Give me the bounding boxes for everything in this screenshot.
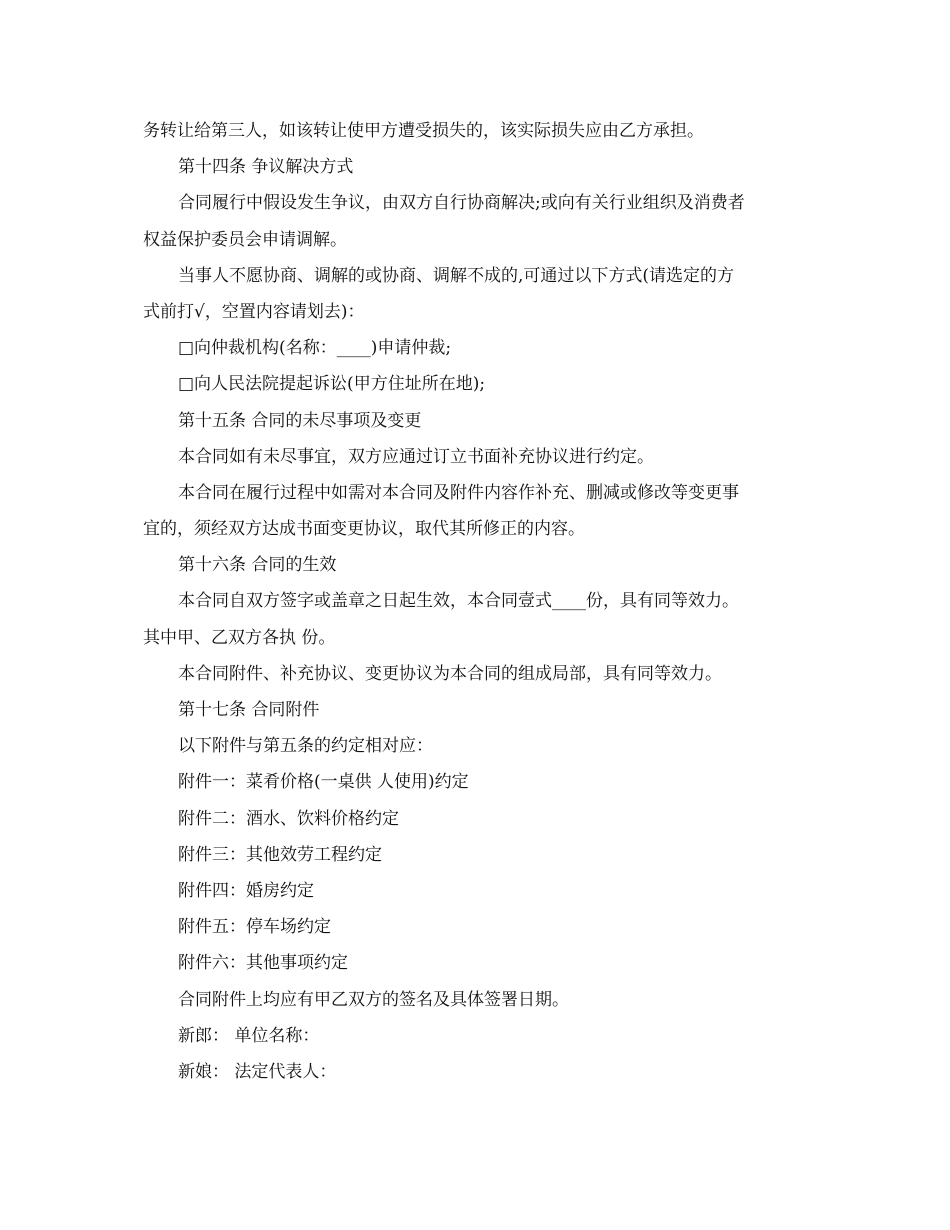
document-line: 宜的，须经双方达成书面变更协议，取代其所修正的内容。 — [143, 519, 585, 540]
document-line: 附件六：其他事项约定 — [178, 953, 348, 974]
document-line: 附件四：婚房约定 — [178, 880, 314, 901]
document-line: 附件五：停车场约定 — [178, 917, 331, 938]
document-line: 以下附件与第五条的约定相对应： — [178, 736, 433, 757]
document-line: 本合同自双方签字或盖章之日起生效，本合同壹式____份，具有同等效力。 — [178, 591, 739, 612]
document-line: 新娘： 法定代表人： — [178, 1061, 337, 1082]
document-line: 本合同在履行过程中如需对本合同及附件内容作补充、删减或修改等变更事 — [178, 482, 739, 503]
document-line: 合同履行中假设发生争议，由双方自行协商解决;或向有关行业组织及消费者 — [178, 193, 745, 214]
document-line: 第十四条 争议解决方式 — [178, 157, 354, 178]
document-line: 附件三：其他效劳工程约定 — [178, 844, 382, 865]
document-line: 第十六条 合同的生效 — [178, 555, 337, 576]
document-line: 第十七条 合同附件 — [178, 700, 320, 720]
document-line: 合同附件上均应有甲乙双方的签名及具体签署日期。 — [178, 989, 569, 1010]
document-line: □向人民法院提起诉讼(甲方住址所在地); — [178, 374, 486, 395]
document-line: 附件二：酒水、饮料价格约定 — [178, 808, 399, 829]
document-line: 当事人不愿协商、调解的或协商、调解不成的,可通过以下方式(请选定的方 — [178, 265, 735, 286]
document-line: 式前打√，空置内容请划去)： — [143, 301, 365, 322]
document-body — [143, 113, 813, 1090]
document-line: 权益保护委员会申请调解。 — [143, 229, 347, 250]
document-line: 第十五条 合同的未尽事项及变更 — [178, 410, 422, 431]
document-line: 其中甲、乙双方各执 份。 — [143, 627, 336, 648]
document-line: 本合同附件、补充协议、变更协议为本合同的组成局部，具有同等效力。 — [178, 663, 722, 684]
document-line: 本合同如有未尽事宜，双方应通过订立书面补充协议进行约定。 — [178, 446, 654, 467]
document-line: 务转让给第三人，如该转让使甲方遭受损失的，该实际损失应由乙方承担。 — [143, 121, 704, 141]
document-line: 附件一：菜肴价格(一桌供 人使用)约定 — [178, 772, 469, 793]
document-line: □向仲裁机构(名称：____)申请仲裁; — [178, 338, 452, 359]
document-line: 新郎： 单位名称： — [178, 1025, 320, 1046]
